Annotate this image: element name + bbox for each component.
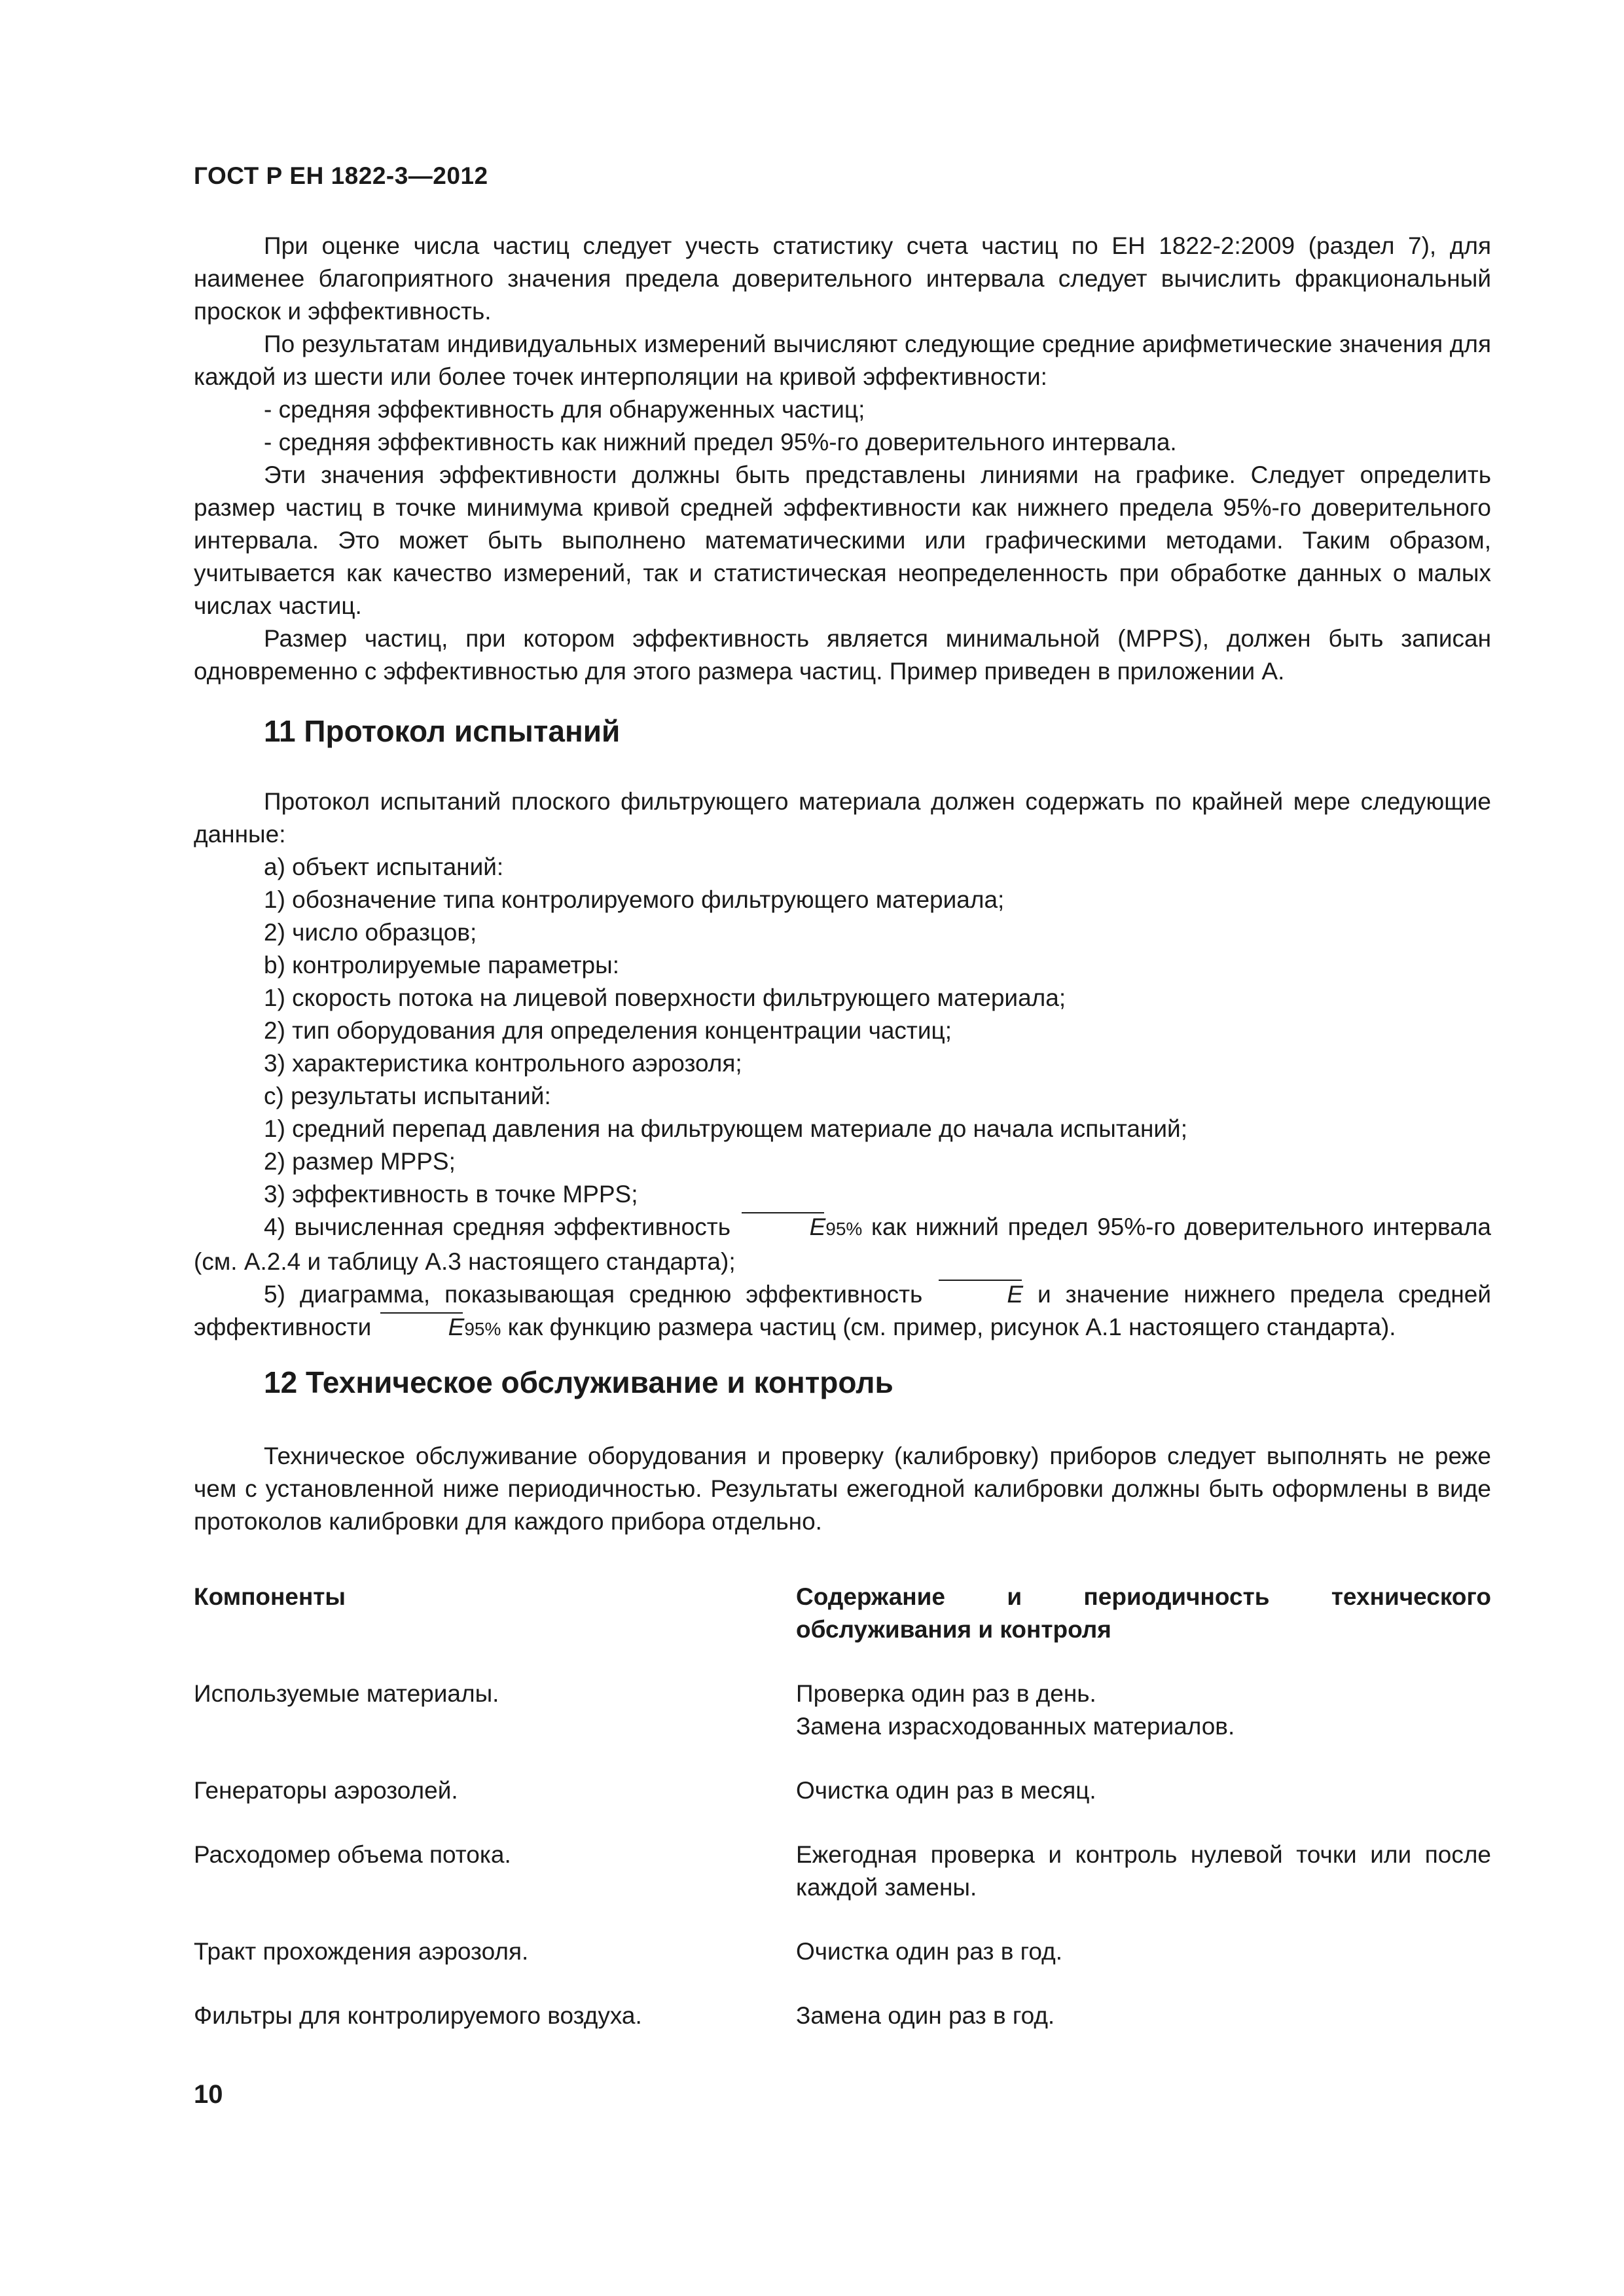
table-row <box>194 1774 1491 1839</box>
component-cell: Фильтры для контролируемого воздуха. <box>194 2002 642 2029</box>
mean-efficiency-symbol: E <box>378 1311 465 1344</box>
protocol-item-5 <box>194 1278 1491 1346</box>
item-5-text-3: как функцию размера частиц (см. пример, рисунок А.1 настоящего стандарта). <box>501 1314 1396 1340</box>
intro-list-item: - средняя эффективность как нижний предел 95%-го доверительного интервала. <box>264 429 1177 456</box>
component-cell: Используемые материалы. <box>194 1680 499 1707</box>
intro-list-item: - средняя эффективность для обнаруженных частиц; <box>264 396 865 423</box>
table-header-row <box>194 1581 1491 1677</box>
item-4-text-end: как нижний предел 95%-го доверительного интервала (см. А.2.4 и таблицу А.3 настоящего стандарта); <box>194 1213 1491 1275</box>
page-number: 10 <box>194 2080 223 2109</box>
section-11-heading: 11 Протокол испытаний <box>264 714 621 748</box>
protocol-item: 1) средний перепад давления на фильтрующем материале до начала испытаний; <box>264 1115 1188 1142</box>
protocol-item: 1) скорость потока на лицевой поверхности фильтрующего материала; <box>264 984 1066 1011</box>
subscript-95: 95% <box>825 1219 863 1239</box>
content-line: Проверка один раз в день. <box>796 1680 1096 1707</box>
protocol-item: 1) обозначение типа контролируемого фильтрующего материала; <box>264 886 1005 913</box>
protocol-item: 2) тип оборудования для определения концентрации частиц; <box>264 1017 952 1044</box>
protocol-item: c) результаты испытаний: <box>264 1083 551 1109</box>
intro-paragraph-2: По результатам индивидуальных измерений вычисляют следующие средние арифметические значения для каждой из шести или более точек интерполяции на кривой эффективности: <box>194 331 1491 390</box>
section-12-intro: Техническое обслуживание оборудования и проверку (калибровку) приборов следует выполнять не реже чем с установленной ниже периодичностью. Результаты ежегодной калибровки должны быть оформлены в виде протоколов калибровки для каждого прибора отдельно. <box>194 1443 1491 1535</box>
content-cell: Очистка один раз в месяц. <box>796 1777 1096 1804</box>
content-cell: Очистка один раз в год. <box>796 1938 1062 1965</box>
component-cell: Тракт прохождения аэрозоля. <box>194 1938 529 1965</box>
table-row <box>194 1839 1491 1935</box>
intro-paragraph-1: При оценке числа частиц следует учесть статистику счета частиц по ЕН 1822-2:2009 (раздел 7), для наименее благоприятного значения предела доверительного интервала следует вычислить фракциональный проскок и эффективность. <box>194 232 1491 325</box>
content-line: Замена израсходованных материалов. <box>796 1713 1235 1740</box>
protocol-item: 2) размер MPPS; <box>264 1148 456 1175</box>
content-cell: Ежегодная проверка и контроль нулевой точки или после каждой замены. <box>796 1841 1491 1901</box>
section-12-body <box>194 1440 1491 1538</box>
protocol-item: 3) эффективность в точке MPPS; <box>264 1181 638 1208</box>
item-5-text-2: и значение нижнего предела средней эффективности <box>194 1281 1491 1340</box>
column-header-components: Компоненты <box>194 1583 346 1610</box>
component-cell: Генераторы аэрозолей. <box>194 1777 458 1804</box>
section-11-body <box>194 785 1491 1346</box>
content-cell <box>796 1677 1491 1774</box>
subscript-95: 95% <box>464 1319 501 1339</box>
item-5-text-1: 5) диаграмма, показывающая среднюю эффективность <box>264 1281 937 1308</box>
mean-efficiency-symbol: E <box>740 1211 826 1244</box>
mean-efficiency-symbol: E <box>937 1278 1023 1311</box>
intro-paragraph-4: Размер частиц, при котором эффективность является минимальной (MPPS), должен быть записан одновременно с эффективностью для этого размера частиц. Пример приведен в приложении А. <box>194 625 1491 685</box>
table-row <box>194 1677 1491 1774</box>
intro-block <box>194 230 1491 688</box>
section-11-intro: Протокол испытаний плоского фильтрующего материала должен содержать по крайней мере следующие данные: <box>194 788 1491 848</box>
protocol-item: а) объект испытаний: <box>264 853 504 880</box>
protocol-item: 2) число образцов; <box>264 919 477 946</box>
table-row <box>194 1935 1491 2000</box>
component-cell: Расходомер объема потока. <box>194 1841 511 1868</box>
section-12-heading: 12 Техническое обслуживание и контроль <box>264 1365 893 1399</box>
content-cell: Замена один раз в год. <box>796 2002 1055 2029</box>
table-row <box>194 2000 1491 2064</box>
intro-paragraph-3: Эти значения эффективности должны быть представлены линиями на графике. Следует определить размер частиц в точке минимума кривой средней эффективности как нижнего предела 95%-го доверительного интервала. Это может быть выполнено математическими или графическими методами. Таким образом, учитывается как качество измерений, так и статистическая неопределенность при обработке данных о малых числах частиц. <box>194 461 1491 619</box>
protocol-item: b) контролируемые параметры: <box>264 952 620 978</box>
protocol-item: 3) характеристика контрольного аэрозоля; <box>264 1050 742 1077</box>
column-header-content: Содержание и периодичность технического обслуживания и контроля <box>796 1583 1491 1643</box>
item-4-text-start: 4) вычисленная средняя эффективность <box>264 1213 740 1240</box>
standard-header: ГОСТ Р ЕН 1822-3—2012 <box>194 162 488 189</box>
protocol-item-4 <box>194 1211 1491 1278</box>
maintenance-table <box>194 1581 1491 2064</box>
